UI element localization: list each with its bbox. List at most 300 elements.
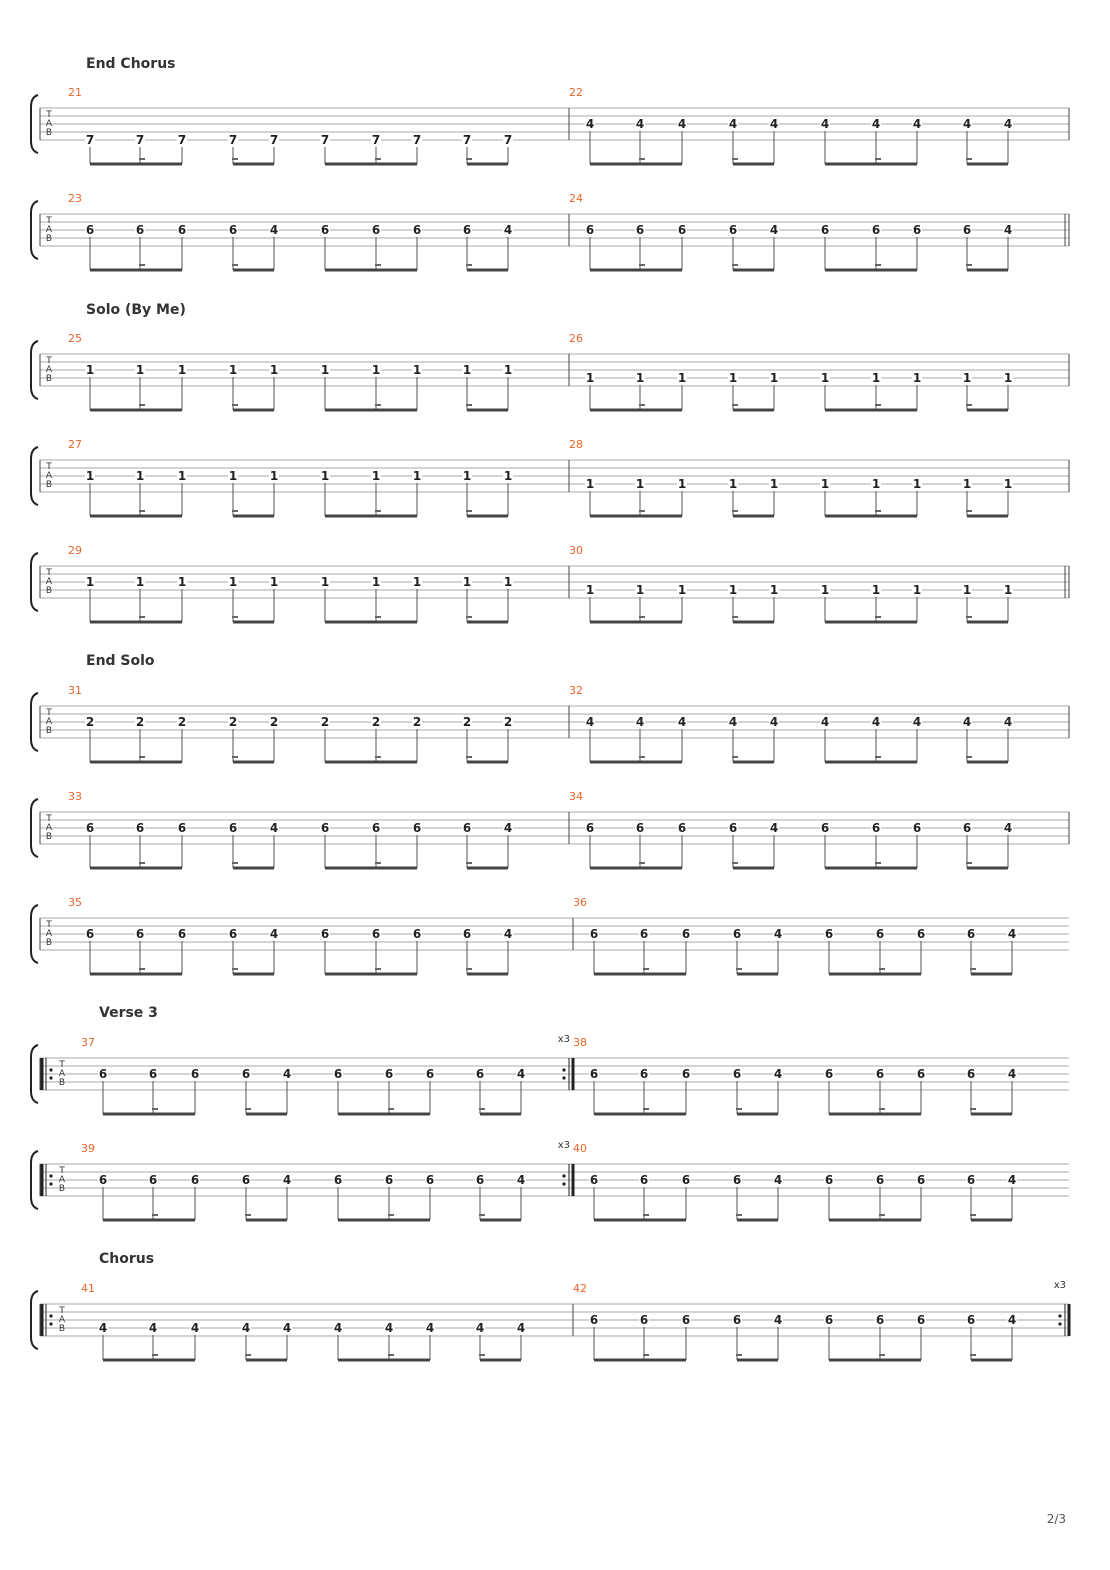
fret-number: 7 bbox=[503, 133, 513, 147]
fret-number: 6 bbox=[241, 1067, 251, 1081]
fret-number: 1 bbox=[635, 583, 645, 597]
measure-number: 24 bbox=[569, 192, 583, 205]
fret-number: 1 bbox=[412, 469, 422, 483]
fret-number: 1 bbox=[769, 371, 779, 385]
fret-number: 6 bbox=[639, 1313, 649, 1327]
fret-number: 1 bbox=[269, 575, 279, 589]
fret-number: 6 bbox=[425, 1067, 435, 1081]
fret-number: 6 bbox=[875, 1173, 885, 1187]
fret-number: 6 bbox=[241, 1173, 251, 1187]
fret-number: 6 bbox=[916, 1173, 926, 1187]
fret-number: 1 bbox=[728, 477, 738, 491]
repeat-count: x3 bbox=[1053, 1280, 1066, 1291]
fret-number: 6 bbox=[639, 1173, 649, 1187]
fret-number: 6 bbox=[135, 821, 145, 835]
fret-number: 4 bbox=[269, 927, 279, 941]
system-bracket bbox=[31, 95, 38, 153]
measure-number: 28 bbox=[569, 438, 583, 451]
fret-number: 4 bbox=[516, 1067, 526, 1081]
measure-number: 32 bbox=[569, 684, 583, 697]
fret-number: 1 bbox=[962, 371, 972, 385]
fret-number: 6 bbox=[462, 223, 472, 237]
system-bracket bbox=[31, 905, 38, 963]
fret-number: 6 bbox=[962, 223, 972, 237]
fret-number: 6 bbox=[85, 223, 95, 237]
page-number: 2/3 bbox=[1046, 1512, 1066, 1526]
system-bracket bbox=[31, 341, 38, 399]
fret-number: 6 bbox=[148, 1173, 158, 1187]
repeat-dot bbox=[562, 1076, 565, 1079]
fret-number: 1 bbox=[585, 583, 595, 597]
tab-letter: B bbox=[45, 726, 53, 736]
fret-number: 1 bbox=[912, 371, 922, 385]
tab-letter: A bbox=[45, 119, 53, 129]
fret-number: 6 bbox=[871, 223, 881, 237]
fret-number: 4 bbox=[1007, 1313, 1017, 1327]
fret-number: 6 bbox=[98, 1067, 108, 1081]
fret-number: 6 bbox=[228, 927, 238, 941]
section-label: End Chorus bbox=[86, 56, 176, 72]
fret-number: 1 bbox=[912, 583, 922, 597]
fret-number: 7 bbox=[412, 133, 422, 147]
fret-number: 6 bbox=[585, 821, 595, 835]
fret-number: 1 bbox=[320, 575, 330, 589]
tab-letter: A bbox=[45, 717, 53, 727]
repeat-dot bbox=[1058, 1322, 1061, 1325]
fret-number: 1 bbox=[769, 583, 779, 597]
fret-number: 4 bbox=[516, 1173, 526, 1187]
system-bracket bbox=[31, 447, 38, 505]
fret-number: 6 bbox=[177, 821, 187, 835]
fret-number: 4 bbox=[475, 1321, 485, 1335]
fret-number: 1 bbox=[635, 477, 645, 491]
fret-number: 6 bbox=[824, 1173, 834, 1187]
fret-number: 4 bbox=[677, 715, 687, 729]
fret-number: 6 bbox=[320, 223, 330, 237]
fret-number: 6 bbox=[639, 927, 649, 941]
fret-number: 4 bbox=[1007, 927, 1017, 941]
fret-number: 1 bbox=[677, 371, 687, 385]
fret-number: 4 bbox=[269, 821, 279, 835]
system-bracket bbox=[31, 1151, 38, 1209]
fret-number: 4 bbox=[585, 117, 595, 131]
fret-number: 6 bbox=[177, 223, 187, 237]
fret-number: 1 bbox=[1003, 583, 1013, 597]
fret-number: 1 bbox=[228, 575, 238, 589]
fret-number: 4 bbox=[769, 223, 779, 237]
fret-number: 6 bbox=[681, 927, 691, 941]
fret-number: 6 bbox=[333, 1173, 343, 1187]
fret-number: 6 bbox=[371, 821, 381, 835]
fret-number: 7 bbox=[269, 133, 279, 147]
tab-letter: B bbox=[45, 938, 53, 948]
fret-number: 6 bbox=[635, 821, 645, 835]
fret-number: 4 bbox=[282, 1067, 292, 1081]
fret-number: 1 bbox=[962, 583, 972, 597]
fret-number: 6 bbox=[228, 223, 238, 237]
fret-number: 6 bbox=[875, 927, 885, 941]
fret-number: 4 bbox=[635, 117, 645, 131]
system-bracket bbox=[31, 553, 38, 611]
tab-letter: A bbox=[45, 929, 53, 939]
fret-number: 4 bbox=[516, 1321, 526, 1335]
fret-number: 1 bbox=[728, 371, 738, 385]
measure-number: 33 bbox=[68, 790, 82, 803]
fret-number: 1 bbox=[503, 469, 513, 483]
section-label: Verse 3 bbox=[99, 1005, 158, 1021]
fret-number: 1 bbox=[462, 469, 472, 483]
repeat-dot bbox=[562, 1182, 565, 1185]
fret-number: 6 bbox=[728, 821, 738, 835]
fret-number: 6 bbox=[916, 1067, 926, 1081]
tab-letter: T bbox=[46, 708, 52, 718]
measure-number: 21 bbox=[68, 86, 82, 99]
measure-number: 31 bbox=[68, 684, 82, 697]
fret-number: 4 bbox=[148, 1321, 158, 1335]
fret-number: 6 bbox=[966, 1173, 976, 1187]
tab-letter: T bbox=[59, 1306, 65, 1316]
fret-number: 1 bbox=[320, 469, 330, 483]
fret-number: 6 bbox=[589, 1173, 599, 1187]
tab-letter: A bbox=[45, 225, 53, 235]
fret-number: 6 bbox=[412, 927, 422, 941]
fret-number: 1 bbox=[1003, 477, 1013, 491]
fret-number: 6 bbox=[412, 223, 422, 237]
fret-number: 6 bbox=[912, 821, 922, 835]
repeat-count: x3 bbox=[557, 1140, 570, 1151]
measure-number: 36 bbox=[573, 896, 587, 909]
tab-letter: B bbox=[58, 1078, 66, 1088]
fret-number: 4 bbox=[1007, 1067, 1017, 1081]
fret-number: 6 bbox=[177, 927, 187, 941]
fret-number: 4 bbox=[384, 1321, 394, 1335]
fret-number: 6 bbox=[320, 821, 330, 835]
tab-letter: B bbox=[58, 1184, 66, 1194]
fret-number: 7 bbox=[85, 133, 95, 147]
tab-letter: A bbox=[58, 1315, 66, 1325]
fret-number: 4 bbox=[1003, 821, 1013, 835]
fret-number: 6 bbox=[728, 223, 738, 237]
repeat-dot bbox=[562, 1174, 565, 1177]
fret-number: 6 bbox=[639, 1067, 649, 1081]
repeat-dot bbox=[49, 1068, 52, 1071]
system-bracket bbox=[31, 799, 38, 857]
fret-number: 6 bbox=[412, 821, 422, 835]
fret-number: 6 bbox=[585, 223, 595, 237]
fret-number: 1 bbox=[371, 363, 381, 377]
fret-number: 4 bbox=[769, 715, 779, 729]
fret-number: 4 bbox=[728, 715, 738, 729]
fret-number: 4 bbox=[773, 1173, 783, 1187]
fret-number: 4 bbox=[912, 117, 922, 131]
measure-number: 40 bbox=[573, 1142, 587, 1155]
fret-number: 4 bbox=[269, 223, 279, 237]
fret-number: 6 bbox=[589, 1313, 599, 1327]
fret-number: 6 bbox=[681, 1067, 691, 1081]
fret-number: 1 bbox=[85, 469, 95, 483]
fret-number: 6 bbox=[871, 821, 881, 835]
fret-number: 4 bbox=[1003, 715, 1013, 729]
fret-number: 6 bbox=[190, 1067, 200, 1081]
fret-number: 7 bbox=[135, 133, 145, 147]
repeat-dot bbox=[1058, 1314, 1061, 1317]
measure-number: 30 bbox=[569, 544, 583, 557]
fret-number: 7 bbox=[462, 133, 472, 147]
fret-number: 1 bbox=[462, 575, 472, 589]
tab-letter: T bbox=[46, 462, 52, 472]
fret-number: 1 bbox=[503, 363, 513, 377]
fret-number: 4 bbox=[871, 117, 881, 131]
fret-number: 1 bbox=[677, 583, 687, 597]
fret-number: 1 bbox=[228, 469, 238, 483]
fret-number: 6 bbox=[732, 1173, 742, 1187]
section-label: End Solo bbox=[86, 653, 155, 669]
fret-number: 1 bbox=[135, 575, 145, 589]
fret-number: 6 bbox=[228, 821, 238, 835]
fret-number: 4 bbox=[282, 1173, 292, 1187]
fret-number: 4 bbox=[769, 117, 779, 131]
measure-number: 38 bbox=[573, 1036, 587, 1049]
fret-number: 6 bbox=[635, 223, 645, 237]
repeat-dot bbox=[49, 1314, 52, 1317]
fret-number: 4 bbox=[241, 1321, 251, 1335]
fret-number: 4 bbox=[773, 927, 783, 941]
repeat-count: x3 bbox=[557, 1034, 570, 1045]
fret-number: 2 bbox=[462, 715, 472, 729]
fret-number: 7 bbox=[371, 133, 381, 147]
fret-number: 6 bbox=[320, 927, 330, 941]
fret-number: 4 bbox=[503, 223, 513, 237]
fret-number: 2 bbox=[371, 715, 381, 729]
fret-number: 1 bbox=[85, 363, 95, 377]
fret-number: 6 bbox=[677, 821, 687, 835]
measure-number: 26 bbox=[569, 332, 583, 345]
fret-number: 6 bbox=[462, 927, 472, 941]
fret-number: 7 bbox=[320, 133, 330, 147]
fret-number: 1 bbox=[871, 371, 881, 385]
fret-number: 4 bbox=[333, 1321, 343, 1335]
fret-number: 1 bbox=[728, 583, 738, 597]
fret-number: 6 bbox=[732, 1067, 742, 1081]
measure-number: 25 bbox=[68, 332, 82, 345]
fret-number: 4 bbox=[98, 1321, 108, 1335]
fret-number: 6 bbox=[820, 821, 830, 835]
fret-number: 4 bbox=[962, 117, 972, 131]
fret-number: 6 bbox=[98, 1173, 108, 1187]
fret-number: 7 bbox=[177, 133, 187, 147]
measure-number: 35 bbox=[68, 896, 82, 909]
fret-number: 4 bbox=[282, 1321, 292, 1335]
measure-number: 37 bbox=[81, 1036, 95, 1049]
tab-letter: A bbox=[45, 471, 53, 481]
tab-letter: T bbox=[46, 356, 52, 366]
tab-letter: T bbox=[46, 568, 52, 578]
fret-number: 6 bbox=[824, 927, 834, 941]
fret-number: 1 bbox=[585, 371, 595, 385]
fret-number: 4 bbox=[635, 715, 645, 729]
fret-number: 6 bbox=[824, 1067, 834, 1081]
fret-number: 1 bbox=[871, 583, 881, 597]
measure-number: 27 bbox=[68, 438, 82, 451]
tab-letter: B bbox=[45, 832, 53, 842]
fret-number: 6 bbox=[732, 1313, 742, 1327]
fret-number: 6 bbox=[384, 1067, 394, 1081]
fret-number: 1 bbox=[371, 575, 381, 589]
system-bracket bbox=[31, 1045, 38, 1103]
measure-number: 39 bbox=[81, 1142, 95, 1155]
fret-number: 4 bbox=[677, 117, 687, 131]
fret-number: 1 bbox=[412, 363, 422, 377]
fret-number: 6 bbox=[425, 1173, 435, 1187]
fret-number: 1 bbox=[135, 469, 145, 483]
tab-letter: B bbox=[45, 374, 53, 384]
fret-number: 4 bbox=[1003, 117, 1013, 131]
section-label: Solo (By Me) bbox=[86, 302, 186, 318]
tab-letter: B bbox=[45, 234, 53, 244]
fret-number: 4 bbox=[912, 715, 922, 729]
fret-number: 4 bbox=[503, 821, 513, 835]
measure-number: 34 bbox=[569, 790, 583, 803]
fret-number: 6 bbox=[371, 927, 381, 941]
system-bracket bbox=[31, 693, 38, 751]
fret-number: 2 bbox=[177, 715, 187, 729]
fret-number: 6 bbox=[475, 1173, 485, 1187]
fret-number: 6 bbox=[85, 821, 95, 835]
fret-number: 6 bbox=[371, 223, 381, 237]
repeat-dot bbox=[49, 1174, 52, 1177]
section-label: Chorus bbox=[99, 1251, 155, 1267]
fret-number: 6 bbox=[384, 1173, 394, 1187]
fret-number: 4 bbox=[728, 117, 738, 131]
fret-number: 6 bbox=[966, 927, 976, 941]
fret-number: 1 bbox=[320, 363, 330, 377]
fret-number: 2 bbox=[135, 715, 145, 729]
fret-number: 1 bbox=[371, 469, 381, 483]
fret-number: 6 bbox=[732, 927, 742, 941]
fret-number: 2 bbox=[269, 715, 279, 729]
fret-number: 1 bbox=[585, 477, 595, 491]
fret-number: 1 bbox=[177, 575, 187, 589]
fret-number: 1 bbox=[871, 477, 881, 491]
fret-number: 4 bbox=[190, 1321, 200, 1335]
fret-number: 6 bbox=[677, 223, 687, 237]
fret-number: 4 bbox=[425, 1321, 435, 1335]
fret-number: 1 bbox=[177, 469, 187, 483]
fret-number: 1 bbox=[228, 363, 238, 377]
tab-letter: B bbox=[45, 586, 53, 596]
fret-number: 6 bbox=[135, 223, 145, 237]
fret-number: 6 bbox=[824, 1313, 834, 1327]
tab-letter: B bbox=[45, 128, 53, 138]
fret-number: 1 bbox=[820, 583, 830, 597]
tab-letter: T bbox=[46, 920, 52, 930]
fret-number: 1 bbox=[820, 477, 830, 491]
fret-number: 4 bbox=[1007, 1173, 1017, 1187]
fret-number: 6 bbox=[681, 1313, 691, 1327]
fret-number: 6 bbox=[190, 1173, 200, 1187]
fret-number: 6 bbox=[966, 1067, 976, 1081]
fret-number: 6 bbox=[148, 1067, 158, 1081]
fret-number: 6 bbox=[916, 927, 926, 941]
fret-number: 6 bbox=[475, 1067, 485, 1081]
fret-number: 1 bbox=[677, 477, 687, 491]
fret-number: 1 bbox=[135, 363, 145, 377]
fret-number: 1 bbox=[962, 477, 972, 491]
fret-number: 1 bbox=[412, 575, 422, 589]
fret-number: 4 bbox=[871, 715, 881, 729]
fret-number: 4 bbox=[1003, 223, 1013, 237]
fret-number: 4 bbox=[585, 715, 595, 729]
measure-number: 42 bbox=[573, 1282, 587, 1295]
fret-number: 6 bbox=[589, 1067, 599, 1081]
fret-number: 4 bbox=[962, 715, 972, 729]
fret-number: 1 bbox=[1003, 371, 1013, 385]
fret-number: 1 bbox=[462, 363, 472, 377]
measure-number: 41 bbox=[81, 1282, 95, 1295]
tab-letter: B bbox=[45, 480, 53, 490]
fret-number: 6 bbox=[916, 1313, 926, 1327]
tab-letter: A bbox=[45, 365, 53, 375]
fret-number: 6 bbox=[912, 223, 922, 237]
tab-letter: A bbox=[58, 1175, 66, 1185]
fret-number: 2 bbox=[412, 715, 422, 729]
repeat-dot bbox=[49, 1182, 52, 1185]
fret-number: 6 bbox=[875, 1067, 885, 1081]
tab-letter: T bbox=[46, 216, 52, 226]
tab-letter: A bbox=[45, 823, 53, 833]
fret-number: 1 bbox=[820, 371, 830, 385]
fret-number: 4 bbox=[820, 715, 830, 729]
tab-letter: T bbox=[59, 1166, 65, 1176]
fret-number: 2 bbox=[85, 715, 95, 729]
fret-number: 6 bbox=[135, 927, 145, 941]
fret-number: 1 bbox=[635, 371, 645, 385]
fret-number: 1 bbox=[269, 363, 279, 377]
tab-letter: A bbox=[45, 577, 53, 587]
fret-number: 6 bbox=[333, 1067, 343, 1081]
fret-number: 1 bbox=[912, 477, 922, 491]
fret-number: 4 bbox=[773, 1067, 783, 1081]
measure-number: 23 bbox=[68, 192, 82, 205]
system-bracket bbox=[31, 201, 38, 259]
fret-number: 6 bbox=[462, 821, 472, 835]
tab-letter: T bbox=[46, 814, 52, 824]
fret-number: 7 bbox=[228, 133, 238, 147]
tab-letter: T bbox=[46, 110, 52, 120]
fret-number: 1 bbox=[269, 469, 279, 483]
tab-letter: A bbox=[58, 1069, 66, 1079]
fret-number: 4 bbox=[820, 117, 830, 131]
fret-number: 6 bbox=[85, 927, 95, 941]
fret-number: 6 bbox=[875, 1313, 885, 1327]
fret-number: 6 bbox=[681, 1173, 691, 1187]
tab-letter: B bbox=[58, 1324, 66, 1334]
measure-number: 22 bbox=[569, 86, 583, 99]
fret-number: 1 bbox=[503, 575, 513, 589]
fret-number: 2 bbox=[320, 715, 330, 729]
repeat-dot bbox=[49, 1076, 52, 1079]
fret-number: 4 bbox=[769, 821, 779, 835]
fret-number: 2 bbox=[503, 715, 513, 729]
fret-number: 1 bbox=[85, 575, 95, 589]
measure-number: 29 bbox=[68, 544, 82, 557]
fret-number: 2 bbox=[228, 715, 238, 729]
fret-number: 6 bbox=[962, 821, 972, 835]
fret-number: 6 bbox=[966, 1313, 976, 1327]
repeat-dot bbox=[562, 1068, 565, 1071]
fret-number: 6 bbox=[820, 223, 830, 237]
fret-number: 4 bbox=[773, 1313, 783, 1327]
